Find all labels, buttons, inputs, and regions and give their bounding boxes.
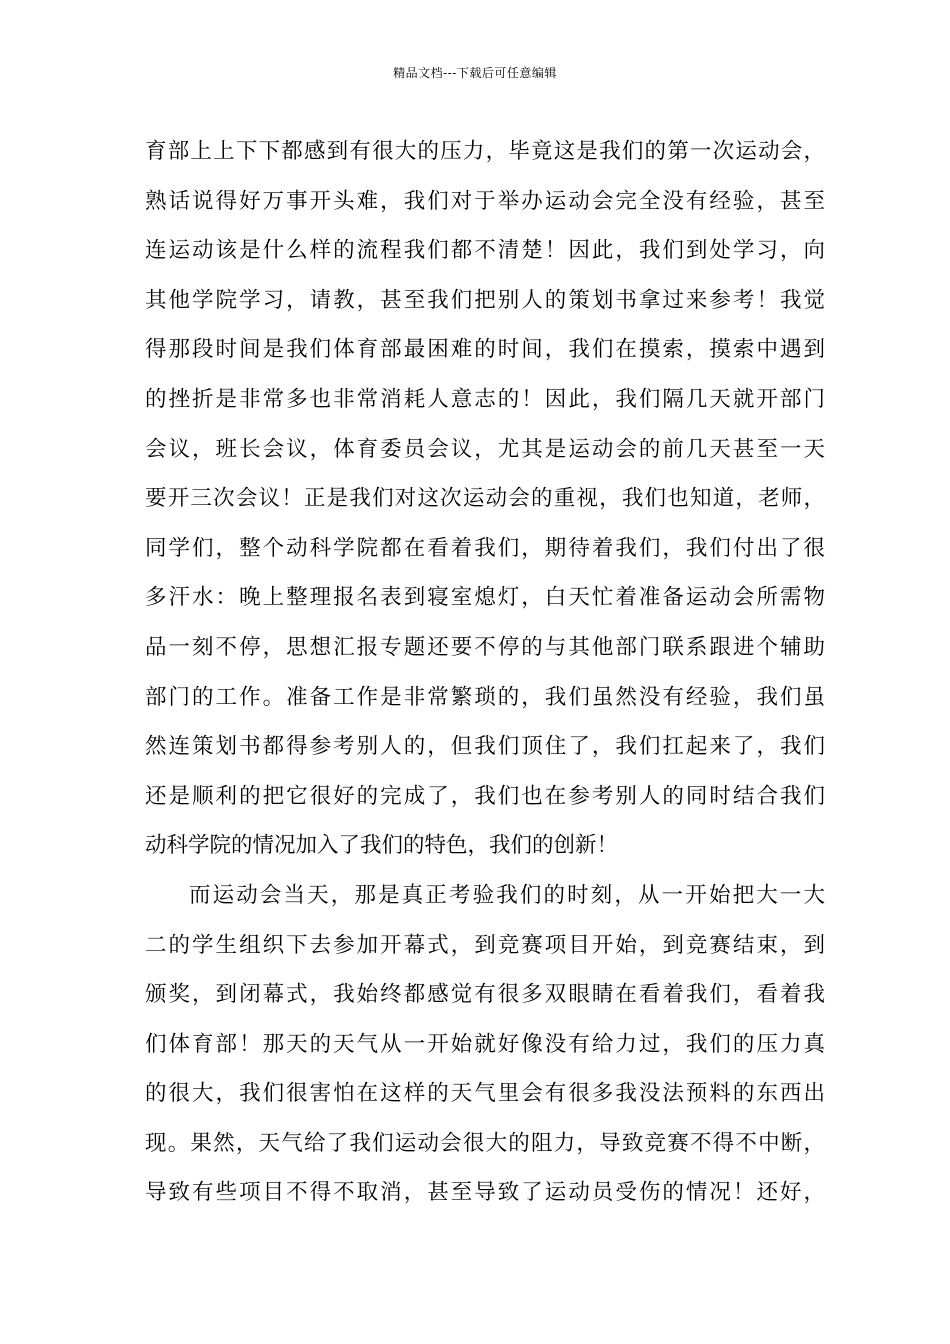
page-header: 精品文档---下载后可任意编辑: [393, 66, 557, 80]
text-line: 的挫折是非常多也非常消耗人意志的！因此，我们隔几天就开部门: [145, 386, 825, 412]
text-line: 得那段时间是我们体育部最困难的时间，我们在摸索，摸索中遇到: [145, 337, 825, 363]
paragraph-end-line: 动科学院的情况加入了我们的特色，我们的创新！: [145, 833, 619, 859]
paragraph-start-line: 而运动会当天，那是真正考验我们的时刻，从一开始把大一大: [189, 882, 825, 908]
text-line: 二的学生组织下去参加开幕式，到竞赛项目开始，到竞赛结束，到: [145, 932, 825, 958]
text-line: 导致有些项目不得不取消，甚至导致了运动员受伤的情况！还好，: [145, 1180, 825, 1206]
text-line: 熟话说得好万事开头难，我们对于举办运动会完全没有经验，甚至: [145, 188, 825, 214]
text-line: 其他学院学习，请教，甚至我们把别人的策划书拿过来参考！我觉: [145, 287, 825, 313]
text-line: 品一刻不停，思想汇报专题还要不停的与其他部门联系跟进个辅助: [145, 634, 825, 660]
text-line: 育部上上下下都感到有很大的压力，毕竟这是我们的第一次运动会，: [145, 139, 825, 164]
text-line: 现。果然，天气给了我们运动会很大的阻力，导致竞赛不得不中断，: [145, 1130, 825, 1156]
document-body: [145, 127, 825, 1218]
text-line: 连运动该是什么样的流程我们都不清楚！因此，我们到处学习，向: [145, 238, 825, 264]
text-line: 要开三次会议！正是我们对这次运动会的重视，我们也知道，老师，: [145, 486, 825, 512]
text-line: 同学们，整个动科学院都在看着我们，期待着我们，我们付出了很: [145, 535, 825, 561]
text-line: 然连策划书都得参考别人的，但我们顶住了，我们扛起来了，我们: [145, 734, 825, 760]
text-line: 还是顺利的把它很好的完成了，我们也在参考别人的同时结合我们: [145, 783, 825, 809]
text-line: 们体育部！那天的天气从一开始就好像没有给力过，我们的压力真: [145, 1031, 825, 1057]
text-line: 会议，班长会议，体育委员会议，尤其是运动会的前几天甚至一天: [145, 436, 825, 462]
text-line: 颁奖，到闭幕式，我始终都感觉有很多双眼睛在看着我们，看着我: [145, 982, 825, 1008]
text-line: 多汗水：晚上整理报名表到寝室熄灯，白天忙着准备运动会所需物: [145, 585, 825, 611]
text-line: 部门的工作。准备工作是非常繁琐的，我们虽然没有经验，我们虽: [145, 684, 825, 710]
text-line: 的很大，我们很害怕在这样的天气里会有很多我没法预料的东西出: [145, 1081, 825, 1107]
